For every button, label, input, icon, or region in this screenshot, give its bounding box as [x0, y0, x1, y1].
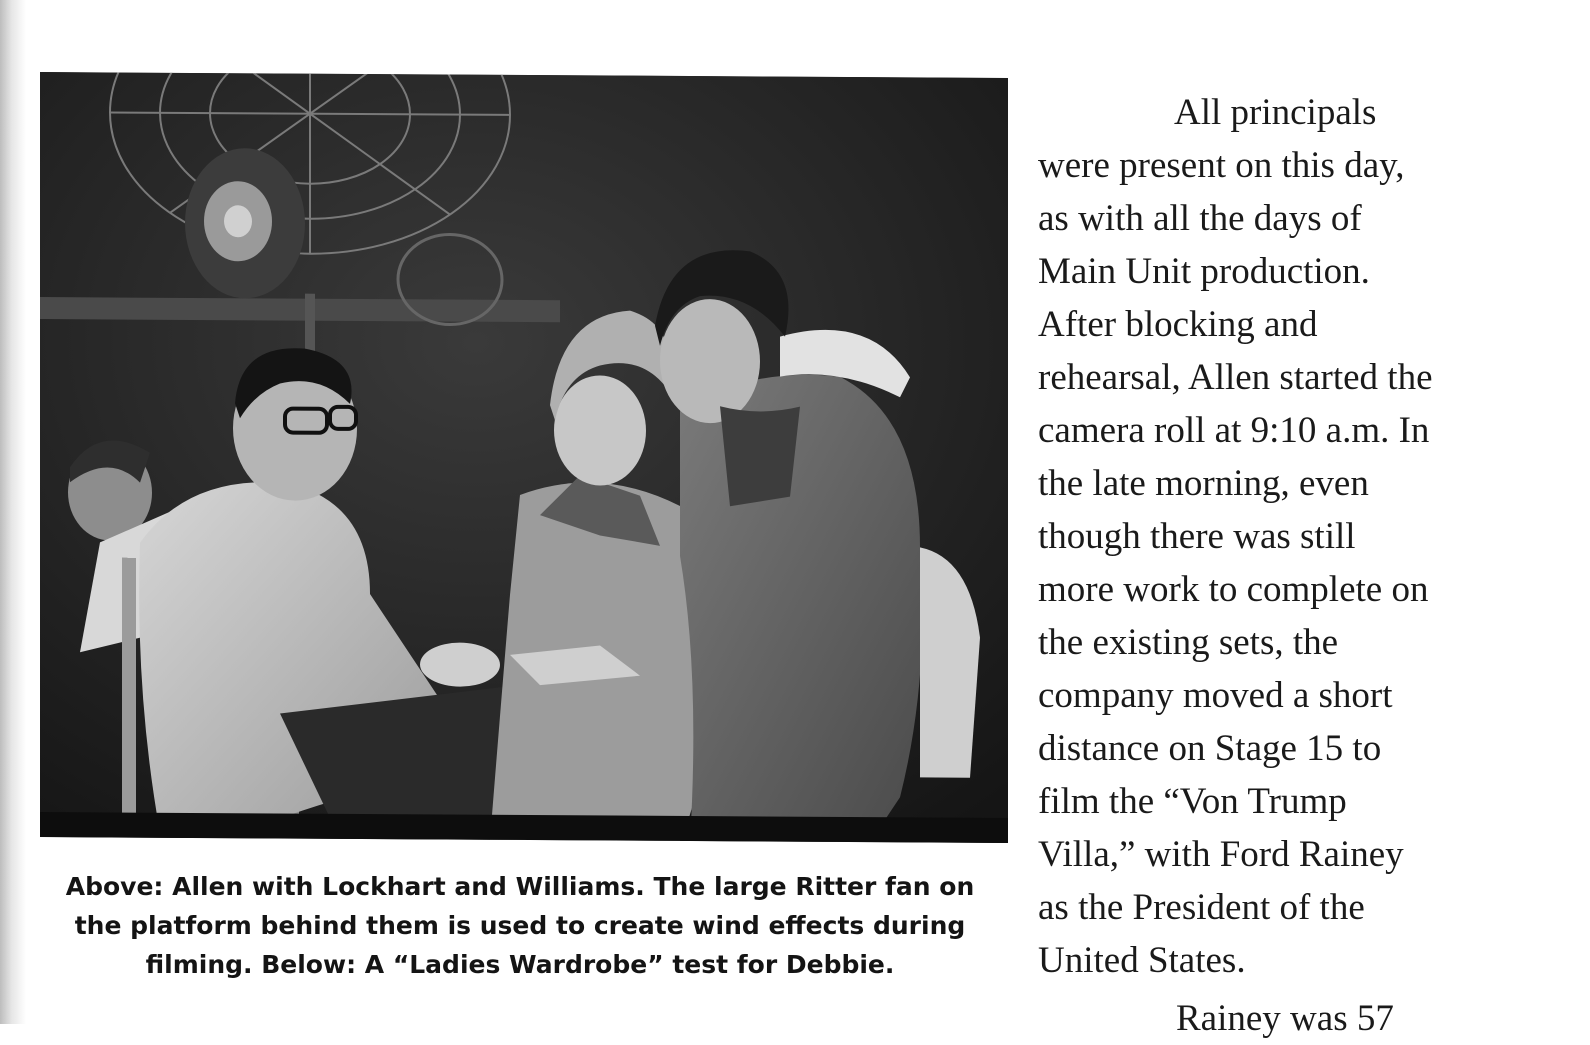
fan-motor: [185, 148, 305, 299]
body-paragraph: [1038, 86, 1508, 987]
body-line: company moved a short: [1038, 675, 1393, 716]
body-line: were present on this day,: [1038, 145, 1405, 186]
body-line: United States.: [1038, 940, 1246, 981]
body-line: After blocking and: [1038, 304, 1318, 345]
body-line: as with all the days of: [1038, 198, 1362, 239]
body-line: Villa,” with Ford Rainey: [1038, 834, 1404, 875]
photograph-illustration: [40, 72, 1008, 843]
body-line: the late morning, even: [1038, 463, 1369, 504]
caption-line: Above: Allen with Lockhart and Williams. The large Ritter fan on: [65, 872, 975, 901]
photo-caption: [50, 867, 990, 984]
body-line: as the President of the: [1038, 887, 1365, 928]
body-line: though there was still: [1038, 516, 1356, 557]
body-line: the existing sets, the: [1038, 622, 1339, 663]
body-line: camera roll at 9:10 a.m. In: [1038, 410, 1430, 451]
caption-line: filming. Below: A “Ladies Wardrobe” test for Debbie.: [145, 950, 895, 979]
body-line: All principals: [1174, 92, 1377, 133]
body-line: more work to complete on: [1038, 569, 1429, 610]
body-line: rehearsal, Allen started the: [1038, 357, 1433, 398]
caption-line: the platform behind them is used to create wind effects during: [74, 911, 966, 940]
body-line: distance on Stage 15 to: [1038, 728, 1382, 769]
body-line: Main Unit production.: [1038, 251, 1370, 292]
cutoff-next-paragraph: Rainey was 57: [1176, 998, 1394, 1039]
film-still-photograph: [40, 72, 1008, 843]
body-line: film the “Von Trump: [1038, 781, 1347, 822]
platform-beam: [40, 297, 560, 322]
page-gutter-shadow: [0, 0, 26, 1024]
